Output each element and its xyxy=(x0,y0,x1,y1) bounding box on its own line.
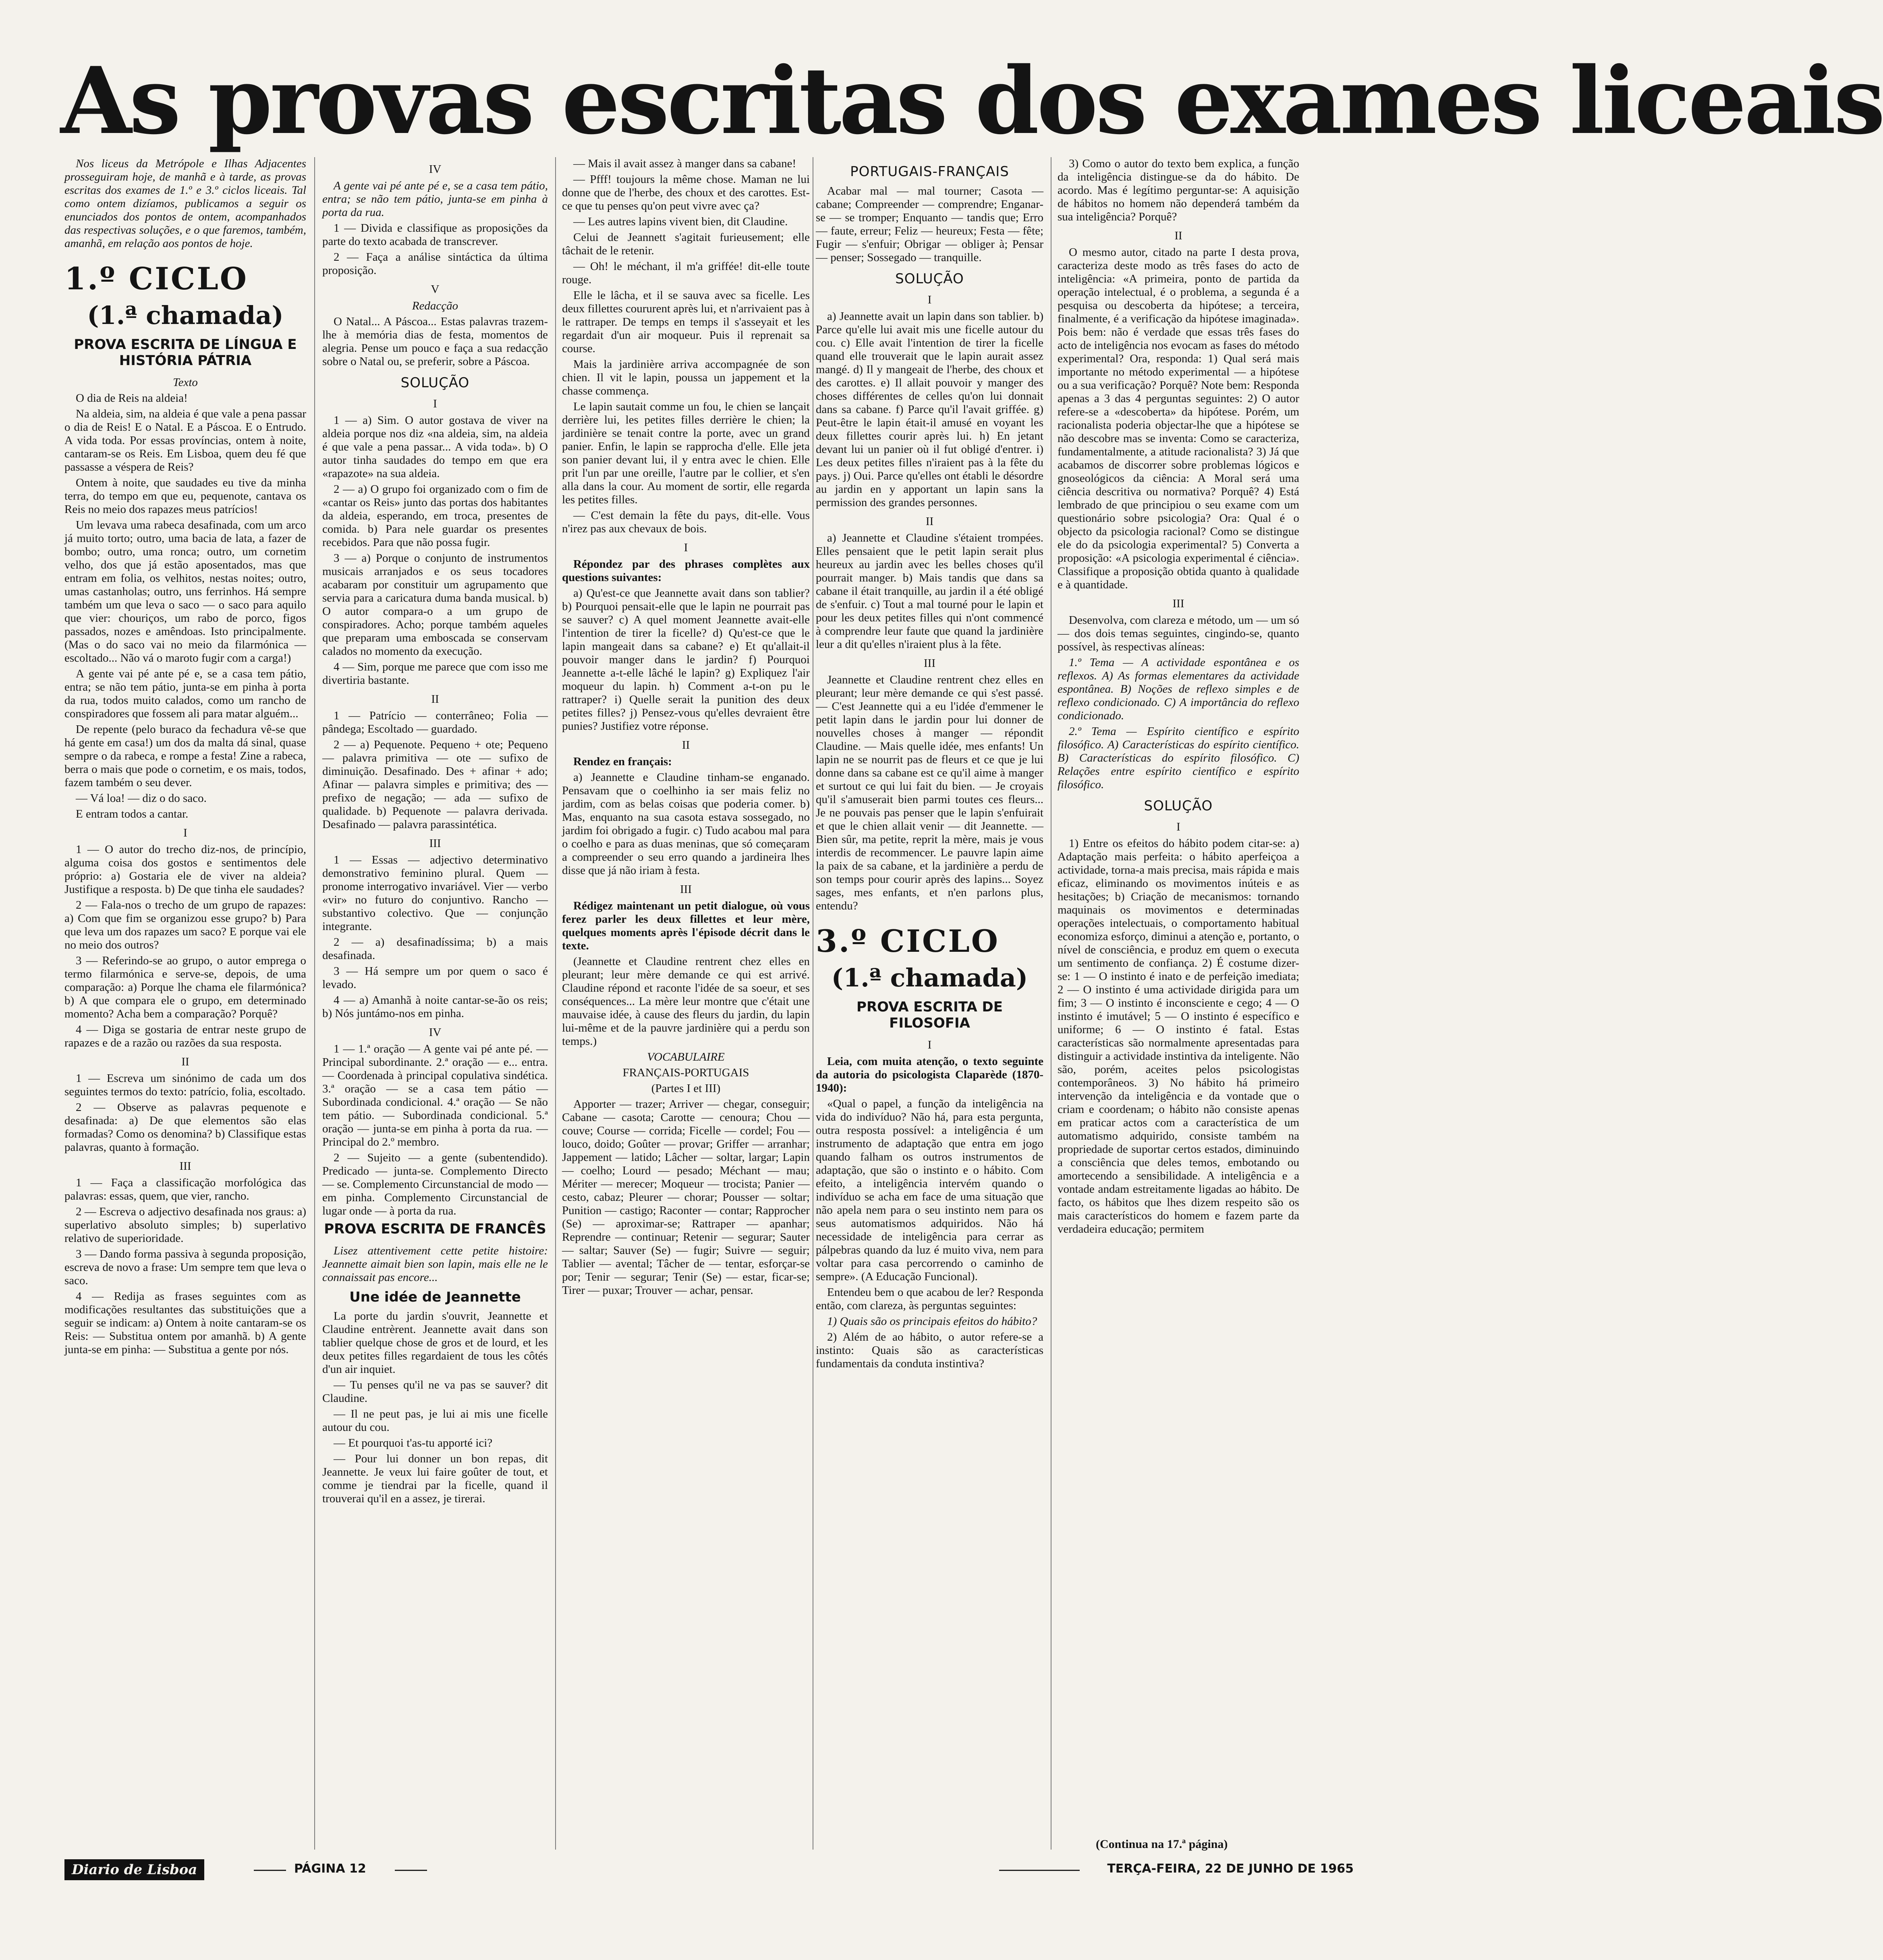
vocab-pt-fr: PORTUGAIS-FRANÇAIS xyxy=(850,164,1009,180)
frances-prova: PROVA ESCRITA DE FRANCÊS xyxy=(324,1221,546,1237)
ciclo3-q: 1) Quais são os principais efeitos do hábito? xyxy=(827,1315,1037,1328)
section-number: IV xyxy=(429,163,442,176)
ciclo3-solucao: 1) Entre os efeitos do hábito podem citar-se: a) Adaptação mais perfeita: o hábito aperfeiçoa a actividade, torna-a mais precisa, mais rápida e mais eficaz, eliminando os movimentos inúteis e as hesitações; b) Criação de mecanismos: tornando maquinais os movimentos e determinadas operações intelectuais, o comportamento habitual economiza esforço, diminui a atenção e, portanto, o nível de consciência, e produz em quem o executa um sentimento de confiança. 2) É costume dizer-se: 1 — O instinto é inato e de perfeição imediata; 2 — O instinto é uma actividade dirigida para um fim; 3 — O instinto é inconsciente e cego; 4 — O instinto é imutável; 5 — O instinto é específico e uniforme; 6 — O instinto é fatal. Estas características são normalmente apresentadas para distinguir a actividade instintiva da inteligente. Não são, porém, aceites pelos psicologistas contemporâneos. 3) No hábito há primeiro intervenção da inteligência e da vontade que o criam e coordenam; o hábito não consiste apenas em praticar actos com a característica de um automatismo adquirido, consiste também na propriedade de suportar certos estados, diminuindo a consciência que deles temos, embotando ou amortecendo a sensibilidade. A inteligência e a vontade andam estreitamente ligadas ao hábito. De facto, os hábitos que lhes dizem respeito são os mais característicos do homem e fazem parte da verdadeira educação; permitem xyxy=(1058,837,1299,1235)
frances-q2: a) Jeannette e Claudine tinham-se enganado. Pensavam que o coelhinho ia ser mais feliz no jardim, com as belas coisas que poderia comer. b) Mas, enquanto na sua casota estava sossegado, no jardim foi obrigado a fugir. c) Tudo acabou mal para o coelho e para as duas meninas, que só começaram a compreender o seu erro quando a jardineira lhes disse que já não iriam à festa. xyxy=(562,771,810,877)
texto-paragraph: E entram todos a cantar. xyxy=(76,808,189,820)
column-rule xyxy=(555,157,556,1850)
issue-date: TERÇA-FEIRA, 22 DE JUNHO DE 1965 xyxy=(1107,1862,1354,1876)
frances-paragraph: — Oh! le méchant, il m'a griffée! dit-elle toute rouge. xyxy=(562,260,810,286)
frances-sol-i: a) Jeannette avait un lapin dans son tablier. b) Parce qu'elle lui avait mis une ficelle autour du cou. c) Elle avait l'intention de tirer la ficelle quand elle trouverait que le lapin aurait assez mangé. d) Il y mangeait de l'herbe, des choux et des carottes. e) Il allait pouvoir y manger des choses différentes de celles qu'on lui donnait dans sa cabane. f) Parce qu'il l'avait griffée. g) Peut-être le lapin était-il amusé en voyant les deux fillettes courir après lui. h) En jetant devant lui un panier où il fut obligé d'entrer. i) Les deux petites filles n'iraient pas à la fête du pays. j) Oui. Parce qu'elles ont établi le désordre au jardin en y apportant un lapin sans la permission des grandes personnes. xyxy=(816,310,1043,509)
frances-instrucao: Lisez attentivement cette petite histoire: Jeannette aimait bien son lapin, mais elle ne le connaissait pas encore... xyxy=(322,1244,548,1284)
solucao-item: 2 — a) Pequenote. Pequeno + ote; Pequeno — palavra primitiva — ote — sufixo de diminuição. Desafinado. Des + afinar + ado; Afinar — palavra simples e primitiva; des — prefixo de negação; — ada — sufixo de qualidade. b) Pequenote — palavra derivada. Desafinado — palavra parassintética. xyxy=(322,738,548,831)
section-number: II xyxy=(181,1055,189,1068)
pergunta: 4 — Diga se gostaria de entrar neste grupo de rapazes e de a razão ou razões da sua resposta. xyxy=(64,1023,306,1049)
column-5 xyxy=(1058,157,1299,1850)
solucao-item: 1 — Patrício — conterrâneo; Folia — pândega; Escoltado — guardado. xyxy=(322,709,548,735)
frances-solucao-heading: SOLUÇÃO xyxy=(895,271,964,287)
ciclo3-instrucao: Leia, com muita atenção, o texto seguinte da autoria do psicologista Claparède (1870-1940): xyxy=(816,1055,1043,1094)
vocab-fr: Apporter — trazer; Arriver — chegar, conseguir; Cabane — casota; Carotte — cenoura; Chou — couve; Course — corrida; Ficelle — cordel; Fou — louco, doido; Goûter — provar; Griffer — arranhar; Jappement — latido; Lâcher — soltar, largar; Lapin — coelho; Lourd — pesado; Méchant — mau; Mériter — merecer; Moqueur — trocista; Panier — cesto, cabaz; Pleurer — chorar; Pousser — soltar; Punition — castigo; Raconter — contar; Rapprocher (Se) — aproximar-se; Rattraper — apanhar; Reprendre — continuar; Retenir — segurar; Sauter — saltar; Sauver (Se) — fugir; Suivre — seguir; Tablier — avental; Tâcher de — tentar, esforçar-se por; Tenir — segurar; Tenir (Se) — estar, ficar-se; Tirer — puxar; Trouver — achar, pensar. xyxy=(562,1098,810,1297)
section-number: II xyxy=(431,693,439,706)
frances-q1-titulo: Répondez par des phrases complètes aux questions suivantes: xyxy=(562,558,810,584)
column-1 xyxy=(64,157,306,1850)
footer-rule xyxy=(999,1870,1080,1871)
column-rule xyxy=(314,157,315,1850)
column-2 xyxy=(322,157,548,1850)
pergunta: 2 — Escreva o adjectivo desafinada nos graus: a) superlativo absoluto simples; b) superlativo relativo de superioridade. xyxy=(64,1205,306,1245)
vocab-pt: Acabar mal — mal tourner; Casota — cabane; Compreender — comprendre; Enganar-se — se tromper; Enquanto — tandis que; Erro — faute, erreur; Feliz — heureux; Festa — fête; Fugir — s'enfuir; Obrigar — obliger à; Pensar — penser; Sossegado — tranquille. xyxy=(816,185,1043,264)
redaccao-label: Redacção xyxy=(412,299,458,312)
page-footer xyxy=(64,1854,1354,1890)
section-number: V xyxy=(431,283,440,296)
pergunta: 3 — Dando forma passiva à segunda proposição, escreva de novo a frase: Um sempre tem que leva o saco. xyxy=(64,1248,306,1287)
frances-q3-titulo: Rédigez maintenant un petit dialogue, où vous ferez parler les deux fillettes et leur mère, quelques moments après l'épisode décrit dans le texte. xyxy=(562,899,810,952)
solucao-item: 2 — a) O grupo foi organizado com o fim de «cantar os Reis» junto das portas dos habitantes da aldeia, esperando, em troca, presentes de comida. b) Para nele guardar os presentes recebidos. Para que não possa fugir. xyxy=(322,483,548,549)
solucao-item: 2 — a) desafinadíssima; b) a mais desafinada. xyxy=(322,936,548,962)
pergunta: 2 — Fala-nos o trecho de um grupo de rapazes: a) Com que fim se organizou esse grupo? b) Para que leva um dos rapazes um saco? E porque vai ele no meio dos outros? xyxy=(64,899,306,951)
texto-paragraph: O dia de Reis na aldeia! xyxy=(76,392,188,405)
page-number: PÁGINA 12 xyxy=(294,1862,366,1876)
section-number: I xyxy=(927,1038,932,1051)
ciclo3-parte-ii: O mesmo autor, citado na parte I desta prova, caracteriza deste modo as três fases do acto de inteligência: «A primeira, ponto de partida da operação intelectual, é o problema, a segunda é a pesquisa ou descoberta da hipótese; a terceira, finalmente, é a verificação da hipótese imaginada». Pois bem: não é verdade que essas três fases do acto de inteligência nos evocam as fases do método experimental? Ora, responda: 1) Qual será mais importante no método experimental — a hipótese ou a sua verificação? Porquê? Note bem: Responda apenas a 3 das 4 perguntas seguintes: 2) O autor refere-se a «descoberta» da hipótese. Porém, um racionalista poderia objectar-lhe que a hipótese se não descobre mas se inventa: Como se caracteriza, fundamentalmente, a atitude racionalista? 3) Já que acabamos de discorrer sobre problemas lógicos e gnoseológicos da ciência: A Moral será uma ciência descritiva ou normativa? Porquê? 4) Está lembrado de que principiou o seu exame com um questionário sobre psicologia? Ora: Qual é o objecto da psicologia racional? Como se distingue ele do da psicologia experimental? 5) Converta a proposição: «A psicologia experimental é ciência». Classifique a proposição obtida quanto à qualidade e à quantidade. xyxy=(1058,246,1299,591)
solucao-item: 1 — a) Sim. O autor gostava de viver na aldeia porque nos diz «na aldeia, sim, na aldeia é que vale a pena passar... A vida toda». b) O autor tinha saudades do tempo em que era «rapazote» na sua aldeia. xyxy=(322,414,548,480)
texto-paragraph: — Vá loa! — diz o do saco. xyxy=(76,792,207,805)
solucao-heading: SOLUÇÃO xyxy=(400,375,470,391)
ciclo3-tema1: 1.º Tema — A actividade espontânea e os reflexos. A) As formas elementares da actividade espontânea. B) Noções de reflexo simples e de reflexo condicionado. C) A importância do reflexo condicionado. xyxy=(1058,656,1299,722)
frances-paragraph: Celui de Jeannett s'agitait furieusement; elle tâchait de le retenir. xyxy=(562,231,810,257)
texto-paragraph: Na aldeia, sim, na aldeia é que vale a pena passar o dia de Reis! E o Natal. E a Páscoa. E o Entrudo. A vida toda. Por essas províncias, ontem à noite, cantaram-se os Reis. Em Lisboa, quem deu fé que passasse a véspera de Reis? xyxy=(64,407,306,473)
texto-paragraph: Ontem à noite, que saudades eu tive da minha terra, do tempo em que eu, pequenote, cantava os Reis no meio dos rapazes meus patrícios! xyxy=(64,476,306,516)
masthead-logo: Diario de Lisboa xyxy=(64,1859,204,1880)
vocab-partes: (Partes I et III) xyxy=(651,1082,721,1095)
section-number: III xyxy=(429,837,441,850)
frances-paragraph: — C'est demain la fête du pays, dit-elle. Vous n'irez pas aux chevaux de bois. xyxy=(562,509,810,535)
footer-rule xyxy=(254,1870,286,1871)
pergunta: 4 — Redija as frases seguintes com as modificações resultantes das substituições que a seguir se indicam: a) Ontem à noite cantaram-se os Reis: — Substitua ontem por amanhã. b) A gente junta-se em pinha: — Substitua a gente por nós. xyxy=(64,1290,306,1356)
frances-sol-ii: a) Jeannette et Claudine s'étaient trompées. Elles pensaient que le petit lapin serait plus heureux au jardin avec les belles choses qu'il pourrait manger. b) Mais tandis que dans sa cabane il était tranquille, au jardin il a été obligé de s'enfuir. c) Tout a mal tourné pour le lapin et pour les deux petites filles qui n'ont commencé à comprendre leur faute que quand la jardinière leur a dit qu'elles n'iraient plus à la fête. xyxy=(816,532,1043,651)
solucao-item: 4 — Sim, porque me parece que com isso me divertiria bastante. xyxy=(322,660,548,687)
ciclo3-tema2: 2.º Tema — Espírito científico e espírito filosófico. A) Características do espírito científico. B) Características do espírito filosófico. C) Relações entre espírito científico e espírito filosófico. xyxy=(1058,725,1299,791)
intro: Nos liceus da Metrópole e Ilhas Adjacentes prosseguiram hoje, de manhã e à tarde, as provas escritas dos exames de 1.º e 3.º ciclos liceais. Tal como ontem dizíamos, publicamos a seguir os enunciados dos pontos de ontem, acompanhados das respectivas soluções, e o que faremos, também, amanhã, em relação aos pontos de hoje. xyxy=(64,157,306,250)
solucao-item: 4 — a) Amanhã à noite cantar-se-ão os reis; b) Nós juntámo-nos em pinha. xyxy=(322,994,548,1020)
section-number: III xyxy=(179,1160,191,1173)
footer-rule xyxy=(395,1870,427,1871)
ciclo3-prova: PROVA ESCRITA DE FILOSOFIA xyxy=(856,999,1003,1031)
ciclo3-q: 2) Além de ao hábito, o autor refere-se a instinto: Quais são as características fundamentais da conduta instintiva? xyxy=(816,1331,1043,1370)
frances-q3: (Jeannette et Claudine rentrent chez elles en pleurant; leur mère demande ce qui est arrivé. Claudine répond et raconte l'idée de sa soeur, et ses conséquences... La mère leur montre que c'était une mauvaise idée, à cause des fleurs du jardin, du lapin lui-même et de la pauvre jardinière qui a perdu son temps.) xyxy=(562,955,810,1048)
vocab-fr-pt: FRANÇAIS-PORTUGAIS xyxy=(622,1066,749,1079)
solucao-item: 3 — Há sempre um por quem o saco é levado. xyxy=(322,965,548,991)
section-number: III xyxy=(924,657,935,670)
ciclo3-q: 3) Como o autor do texto bem explica, a função da inteligência distingue-se da do hábito. De acordo. Mas é legítimo perguntar-se: A aquisição de hábitos no homem não dependerá também da sua inteligência? Porquê? xyxy=(1058,157,1299,223)
frances-titulo: Une idée de Jeannette xyxy=(349,1289,521,1305)
ciclo3-pergunta: Entendeu bem o que acabou de ler? Responda então, com clareza, às perguntas seguintes: xyxy=(816,1286,1043,1312)
headline: As provas escritas dos exames liceais xyxy=(60,47,1883,155)
ciclo3-parte-iii: Desenvolva, com clareza e método, um — um só — dos dois temas seguintes, cingindo-se, quanto possível, às respectivas alíneas: xyxy=(1058,614,1299,653)
redaccao: O Natal... A Páscoa... Estas palavras trazem-lhe à memória dias de festa, momentos de alegria. Pense um pouco e faça a sua redacção sobre o Natal ou, se preferir, sobre a Páscoa. xyxy=(322,315,548,368)
section-number: III xyxy=(680,883,692,896)
frances-paragraph: — Pour lui donner un bon repas, dit Jeannette. Je veux lui faire goûter de tout, et comme je tiendrai par la ficelle, quand il trouverai qu'il en a assez, je tirerai. xyxy=(322,1452,548,1505)
frances-paragraph: — Il ne peut pas, je lui ai mis une ficelle autour du cou. xyxy=(322,1408,548,1434)
section-number: I xyxy=(183,826,187,839)
pergunta: 1 — Faça a classificação morfológica das palavras: essas, quem, que vier, rancho. xyxy=(64,1176,306,1202)
section-number: I xyxy=(1176,820,1180,833)
solucao-item: 1 — 1.ª oração — A gente vai pé ante pé. — Principal subordinante. 2.ª oração — e... entra. — Coordenada à principal copulativa sindética. 3.ª oração — se a casa tem pátio — Subordinada condicional. 4.ª oração — Se não tem pátio. — Subordinada condicional. 5.ª oração — junta-se em pinha à porta da rua. — Principal do 2.º membro. xyxy=(322,1042,548,1148)
texto-paragraph: A gente vai pé ante pé e, se a casa tem pátio, entra; se não tem pátio, junta-se em pinha à porta da rua, todos muito calados, como um rancho de conspiradores que fossem ali para matar alguém... xyxy=(64,667,306,720)
frances-paragraph: — Et pourquoi t'as-tu apporté ici? xyxy=(334,1437,493,1449)
pergunta: 3 — Referindo-se ao grupo, o autor emprega o termo filarmónica e serve-se, depois, de uma comparação: a) Porque lhe chama ele filarmónica? b) A que compara ele o grupo, em determinado momento? Acha bem a comparação? Porquê? xyxy=(64,954,306,1020)
frances-paragraph: Mais la jardinière arriva accompagnée de son chien. Il vit le lapin, poussa un jappement et la chasse commença. xyxy=(562,358,810,397)
section-number: IV xyxy=(429,1026,442,1039)
frances-paragraph: — Les autres lapins vivent bien, dit Claudine. xyxy=(573,215,788,228)
pergunta: 1 — O autor do trecho diz-nos, de princípio, alguma coisa dos gostos e sentimentos dele próprio: a) Gostaria ele de viver na aldeia? Justifique a resposta. b) De que tinha ele saudades? xyxy=(64,843,306,896)
frances-paragraph: — Tu penses qu'il ne va pas se sauver? dit Claudine. xyxy=(322,1379,548,1405)
frances-sol-iii: Jeannette et Claudine rentrent chez elles en pleurant; leur mère demande ce qui s'est passé. — C'est Jeannette qui a eu l'idée d'emmener le petit lapin dans le jardin pour lui donner de nouvelles choses à manger — répondit Claudine. — Mais quelle idée, mes enfants! Un lapin ne se nourrit pas de fleurs et ce que je lui donne dans sa cabane est ce qu'il aime à manger et surtout ce qui lui fait du bien. — Je croyais qu'il s'amuserait bien parmi toutes ces fleurs... Je ne pouvais pas penser que le lapin s'enfuirait et que le chien allait venir — dit Jeannette. — Bien sûr, ma petite, reprit la mère, mais je vous interdis de recommencer. Le pauvre lapin aime la paix de sa cabane, et la jardinière a perdu de son temps pour courir après des lapins... Soyez sages, mes enfants, et n'en parlons plus, entendu? xyxy=(816,673,1043,912)
section-number: I xyxy=(433,397,437,410)
pergunta: 1 — Divida e classifique as proposições da parte do texto acabada de transcrever. xyxy=(322,222,548,248)
solucao-item: 3 — a) Porque o conjunto de instrumentos musicais arranjados e os seus tocadores acabaram por constituir um agrupamento que servia para a caricatura duma banda musical. b) O autor compara-o a um grupo de conspiradores. Acho; porque também aqueles que preparam uma emboscada se conservam calados no momento da execução. xyxy=(322,552,548,658)
ciclo1-prova: PROVA ESCRITA DE LÍNGUA E HISTÓRIA PÁTRIA xyxy=(74,336,297,369)
section-number: I xyxy=(927,293,932,306)
column-3 xyxy=(562,157,810,1850)
ciclo3-title: 3.º CICLO xyxy=(816,923,1000,959)
section-number: I xyxy=(684,541,688,554)
section-number: II xyxy=(1174,229,1182,242)
frances-paragraph: Le lapin sautait comme un fou, le chien se lançait derrière lui, les petites filles derrière le chien; la jardinière se tenait contre la porte, avec un grand panier. Enfin, le lapin se rapprocha d'elle. Elle jeta son panier devant lui, il y entra avec le chien. Elle prit l'un par une oreille, l'autre par le collier, et s'en alla dans la cour. Au moment de sortir, elle regarda les petites filles. xyxy=(562,400,810,506)
ciclo1-title: 1.º CICLO xyxy=(64,261,248,297)
frances-paragraph: — Pfff! toujours la même chose. Maman ne lui donne que de l'herbe, des choux et des carottes. Est-ce que tu penses qu'on peut vivre avec ça? xyxy=(562,173,810,212)
ciclo3-solucao-heading: SOLUÇÃO xyxy=(1144,798,1213,814)
pergunta: 2 — Observe as palavras pequenote e desafinada: a) De que elementos são elas formadas? Como os denomina? b) Classifique estas palavras, quanto à formação. xyxy=(64,1101,306,1154)
continuation-note: (Continua na 17.ª página) xyxy=(1096,1838,1228,1851)
frances-q2-titulo: Rendez en français: xyxy=(573,755,672,768)
texto-paragraph: Um levava uma rabeca desafinada, com um arco já muito torto; outro, uma bacia de lata, a fazer de bombo; outro, uma ronca; outro, um cornetim velho, dos que já estão aposentados, mas que entram em folia, os velhitos, nestas noites; outro, umas castanholas; outro, uns ferrinhos. Há sempre também um que leva o saco — o saco para aquilo que vier: chouriços, um rabo de porco, figos passados, nozes e amêndoas. Isto principalmente. (Mas o do saco vai no meio da filarmónica — escoltado... Não vá o maroto fugir com a carga!) xyxy=(64,519,306,664)
pergunta: A gente vai pé ante pé e, se a casa tem pátio, entra; se não tem pátio, junta-se em pinha à porta da rua. xyxy=(322,179,548,219)
frances-paragraph: — Mais il avait assez à manger dans sa cabane! xyxy=(573,157,796,170)
frances-paragraph: La porte du jardin s'ouvrit, Jeannette et Claudine entrèrent. Jeannette avait dans son tablier quelque chose de gros et de lourd, et les deux petites filles regardaient de tous les côtés d'un air inquiet. xyxy=(322,1310,548,1376)
frances-paragraph: Elle le lâcha, et il se sauva avec sa ficelle. Les deux fillettes coururent après lui, et n'arrivaient pas à le rattraper. De temps en temps il s'asseyait et les regardait d'un air moqueur. Puis il reprenait sa course. xyxy=(562,289,810,355)
section-number: II xyxy=(682,739,690,752)
texto-paragraph: De repente (pelo buraco da fechadura vê-se que há gente em casa!) um dos da malta dá sinal, quase sempre o da rabeca, e rompe a festa! Zine a rabeca, berra o mais que pode o cornetim, e os mais, todos, fazem também o seu dever. xyxy=(64,723,306,789)
solucao-item: 1 — Essas — adjectivo determinativo demonstrativo feminino plural. Quem — pronome interrogativo invariável. Vier — verbo «vir» no futuro do conjuntivo. Rancho — substantivo colectivo. Que — conjunção integrante. xyxy=(322,853,548,933)
pergunta: 1 — Escreva um sinónimo de cada um dos seguintes termos do texto: patrício, folia, escoltado. xyxy=(64,1072,306,1098)
ciclo3-texto: «Qual o papel, a função da inteligência na vida do indivíduo? Não há, para esta pergunta, outra resposta possível: a inteligência é um instrumento de adaptação que entra em jogo quando falham os outros instrumentos de adaptação, que são o instinto e o hábito. Com efeito, a inteligência intervém quando o indivíduo se acha em face de uma situação que não apela nem para o seu instinto nem para os seus automatismos adquiridos. Não há necessidade de inteligência para cerrar as pálpebras quando da luz é muito viva, nem para voltar para casa percorrendo o caminho de sempre». (A Educação Funcional). xyxy=(816,1097,1043,1283)
pergunta: 2 — Faça a análise sintáctica da última proposição. xyxy=(322,251,548,277)
frances-q1: a) Qu'est-ce que Jeannette avait dans son tablier? b) Pourquoi pensait-elle que le lapin ne pourrait pas se sauver? c) A quel moment Jeannette avait-elle l'intention de tirer la ficelle? d) Qu'est-ce que le lapin mangeait dans sa cabane? e) Et qu'allait-il pouvoir manger dans le jardin? f) Pourquoi Jeannette a-t-elle lâché le lapin? g) Expliquez l'air moqueur du lapin. h) Comment a-t-on pu le rattraper? i) Quelle serait la punition des deux petites filles? j) Pensez-vous qu'elles devraient être punies? Justifiez votre réponse. xyxy=(562,587,810,733)
ciclo1-chamada: (1.ª chamada) xyxy=(87,301,284,330)
ciclo3-chamada: (1.ª chamada) xyxy=(831,963,1028,992)
section-number: II xyxy=(925,515,934,528)
section-number: III xyxy=(1172,597,1184,610)
texto-label: Texto xyxy=(173,376,198,389)
solucao-item: 2 — Sujeito — a gente (subentendido). Predicado — junta-se. Complemento Directo — se. Complemento Circunstancial de modo — em pinha. Complemento Circunstancial de lugar onde — à porta da rua. xyxy=(322,1151,548,1217)
column-4 xyxy=(816,157,1043,1850)
vocab-titulo: VOCABULAIRE xyxy=(647,1051,725,1063)
